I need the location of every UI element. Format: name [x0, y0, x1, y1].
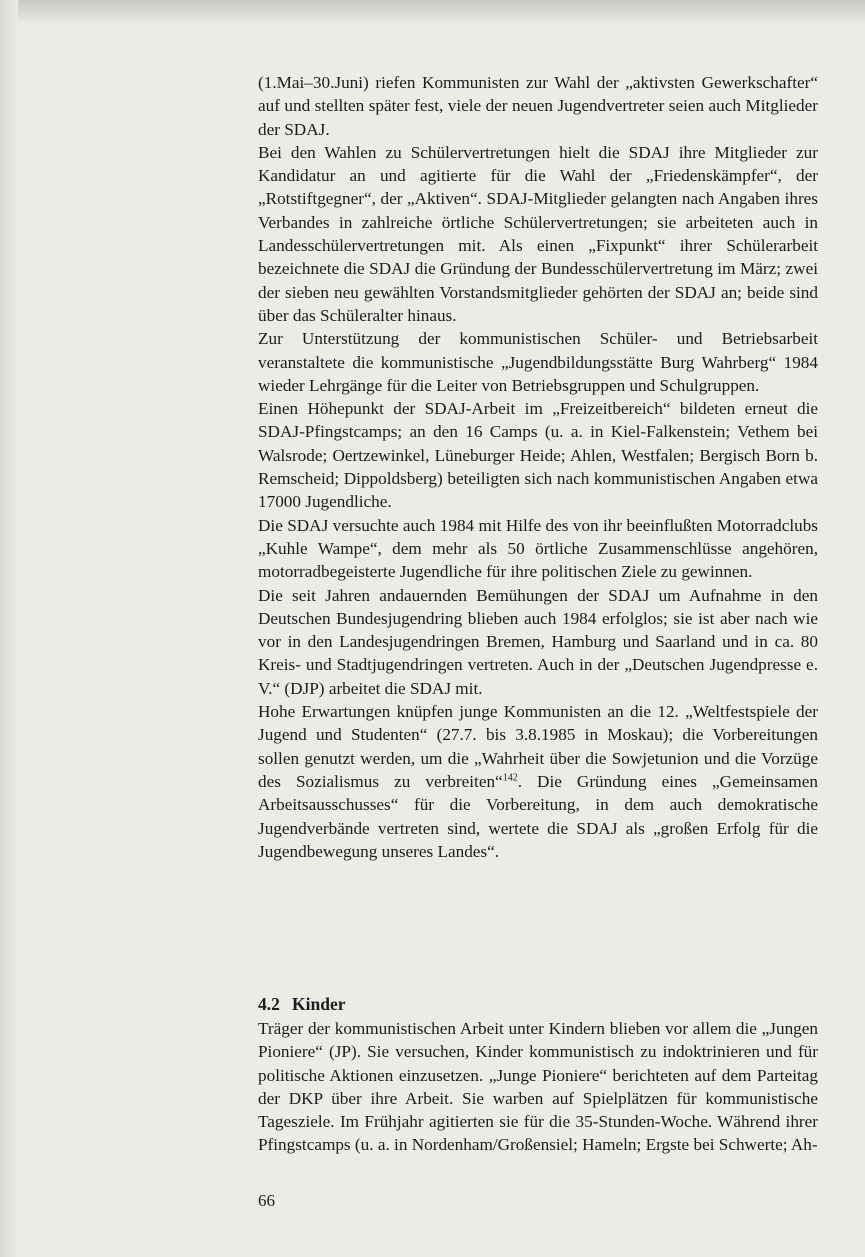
- paragraph-text: Hohe Erwartungen knüpfen junge Kommunisten an die 12. „Weltfestspiele der Jugend und Studenten“ (27.7. bis 3.8.1985 in Moskau); die Vorbereitungen sollen genutzt werden, um die „Wahrheit über die Sowjetunion und die Vorzüge des Sozialismus zu verbreiten“: [258, 702, 818, 791]
- section-title: Kinder: [292, 994, 346, 1014]
- paragraph: (1.Mai–30.Juni) riefen Kommunisten zur Wahl der „aktivsten Gewerkschafter“ auf und stellten später fest, viele der neuen Jugendvertreter seien auch Mitglieder der SDAJ.: [258, 73, 818, 139]
- section-number: 4.2: [258, 994, 280, 1014]
- footnote-reference: 142: [502, 772, 518, 784]
- section-heading: [258, 993, 818, 1015]
- page-number: 66: [258, 1191, 275, 1210]
- paragraph: [258, 700, 818, 863]
- paragraph: Zur Unterstützung der kommunistischen Schüler- und Betriebsarbeit veranstaltete die kommunistische „Jugendbildungsstätte Burg Wahrberg“ 1984 wieder Lehrgänge für die Leiter von Betriebsgruppen und Schulgruppen.: [258, 329, 818, 395]
- paragraph: Die seit Jahren andauernden Bemühungen der SDAJ um Aufnahme in den Deutschen Bundesjugendring blieben auch 1984 erfolglos; sie ist aber nach wie vor in den Landesjugendringen Bremen, Hamburg und Saarland und in ca. 80 Kreis- und Stadtjugendringen vertreten. Auch in der „Deutschen Jugendpresse e. V.“ (DJP) arbeitet die SDAJ mit.: [258, 585, 818, 698]
- section-body: [258, 1017, 818, 1157]
- paragraph-text: . Die Gründung eines „Gemeinsamen Arbeitsausschusses“ für die Vorbereitung, in dem auch demokratische Jugendverbände vertreten sind, wertete die SDAJ als „großen Erfolg für die Jugendbewegung unseres Landes“.: [258, 771, 818, 861]
- paragraph: Einen Höhepunkt der SDAJ-Arbeit im „Freizeitbereich“ bildeten erneut die SDAJ-Pfingstcamps; an den 16 Camps (u. a. in Kiel-Falkenstein; Vethem bei Walsrode; Oertzewinkel, Lüneburger Heide; Ahlen, Westfalen; Bergisch Born b. Remscheid; Dippoldsberg) beteiligten sich nach kommunistischen Angaben etwa 17000 Jugendliche.: [258, 399, 818, 512]
- paragraph: Die SDAJ versuchte auch 1984 mit Hilfe des von ihr beeinflußten Motorradclubs „Kuhle Wampe“, dem mehr als 50 örtliche Zusammenschlüsse angehören, motorradbegeisterte Jugendliche für ihre politischen Ziele zu gewinnen.: [258, 515, 818, 582]
- paragraph: Bei den Wahlen zu Schülervertretungen hielt die SDAJ ihre Mitglieder zur Kandidatur an und agitierte für die Wahl der „Friedenskämpfer“, der „Rotstiftgegner“, der „Aktiven“. SDAJ-Mitglieder gelangten nach Angaben ihres Verbandes in zahlreiche örtliche Schülervertretungen; sie arbeiteten auch in Landesschülervertretungen mit. Als einen „Fixpunkt“ ihrer Schülerarbeit bezeichnete die SDAJ die Gründung der Bundesschülervertretung im März; zwei der sieben neu gewählten Vorstandsmitglieder gehörten der SDAJ an; beide sind über das Schüleralter hinaus.: [258, 142, 818, 325]
- body-text: [258, 71, 818, 863]
- paragraph: Träger der kommunistischen Arbeit unter Kindern blieben vor allem die „Jungen Pioniere“ (JP). Sie versuchen, Kinder kommunistisch zu indoktrinieren und für politische Aktionen einzusetzen. „Junge Pioniere“ berichteten auf dem Parteitag der DKP über ihre Arbeit. Sie warben auf Spielplätzen für kommunistische Tagesziele. Im Frühjahr agitierten sie für die 35-Stunden-Woche. Während ihrer Pfingstcamps (u. a. in Nordenham/Großensiel; Hameln; Ergste bei Schwerte; Ah-: [258, 1019, 818, 1155]
